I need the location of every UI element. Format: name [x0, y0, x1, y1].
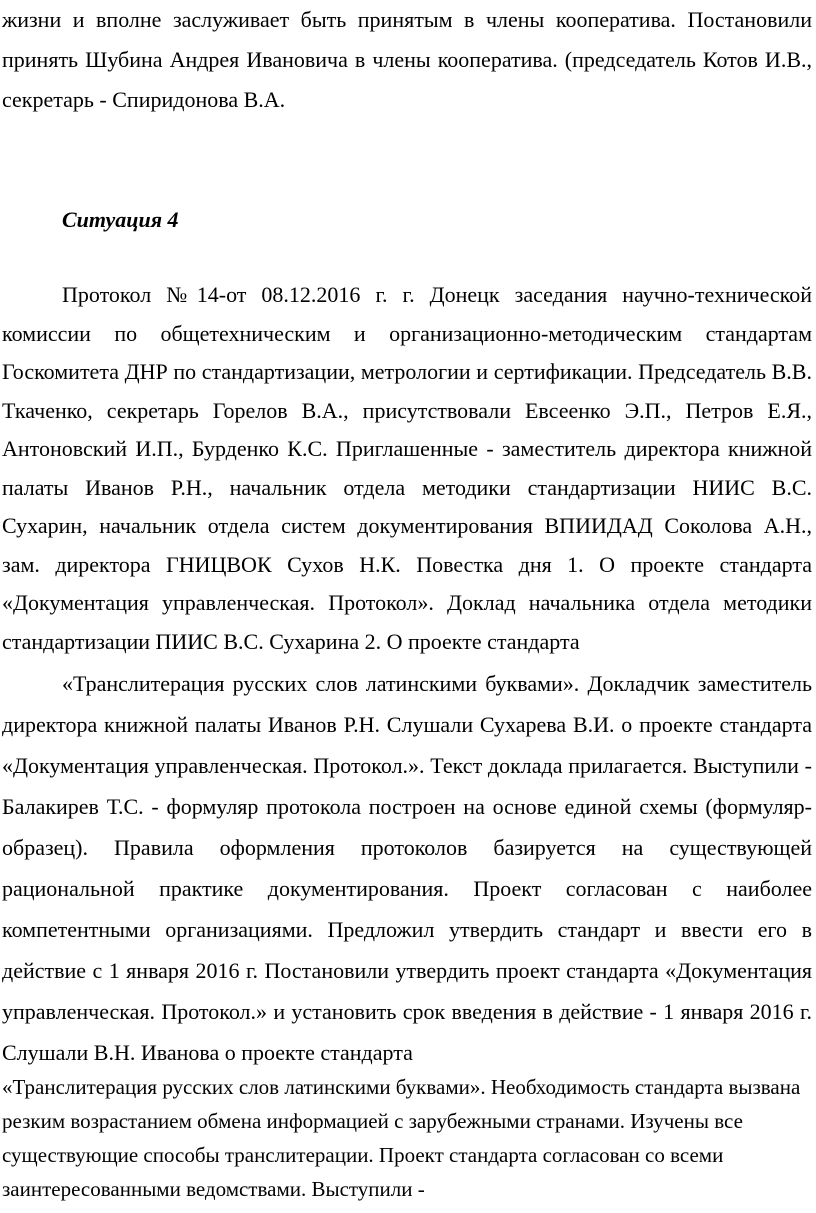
- paragraph-cooperative-decision: жизни и вполне заслуживает быть принятым в члены кооператива. Постановили принять Шубина Андрея Ивановича в члены кооператива. (председатель Котов И.В., секретарь - Спиридонова В.А.: [2, 7, 812, 112]
- paragraph-protocol-body: «Транслитерация русских слов латинскими буквами». Докладчик заместитель директора книжной палаты Иванов Р.Н. Слушали Сухарева В.И. о проекте стандарта «Документация управленческая. Протокол.». Текст доклада прилагается. Выступили - Балакирев Т.С. - формуляр протокола построен на основе единой схемы (формуляр-образец). Правила оформления протоколов базируется на существующей рациональной практике документирования. Проект согласован с наиболее компетентными организациями. Предложил утвердить стандарт и ввести его в действие с 1 января 2016 г. Постановили утвердить проект стандарта «Документация управленческая. Протокол.» и установить срок введения в действие - 1 января 2016 г. Слушали В.Н. Иванова о проекте стандарта: [2, 671, 812, 1065]
- situation-heading: Ситуация 4: [62, 207, 179, 232]
- paragraph-protocol-header: Протокол №14-от 08.12.2016 г. г. Донецк заседания научно-технической комиссии по общетехническим и организационно-методическим стандартам Госкомитета ДНР по стандартизации, метрологии и сертификации. Председатель В.В. Ткаченко, секретарь Горелов В.А., присутствовали Евсеенко Э.П., Петров Е.Я., Антоновский И.П., Бурденко К.С. Приглашенные - заместитель директора книжной палаты Иванов Р.Н., начальник отдела методики стандартизации НИИС В.С. Сухарин, начальник отдела систем документирования ВПИИДАД Соколова А.Н., зам. директора ГНИЦВОК Сухов Н.К. Повестка дня 1. О проекте стандарта «Документация управленческая. Протокол». Доклад начальника отдела методики стандартизации ПИИС В.С. Сухарина 2. О проекте стандарта: [2, 282, 812, 654]
- paragraph-protocol-continuation: «Транслитерация русских слов латинскими буквами». Необходимость стандарта вызвана резким возрастанием обмена информацией с зарубежными странами. Изучены все существующие способы транслитерации. Проект стандарта согласован со всеми заинтересованными ведомствами. Выступили -: [2, 1075, 801, 1201]
